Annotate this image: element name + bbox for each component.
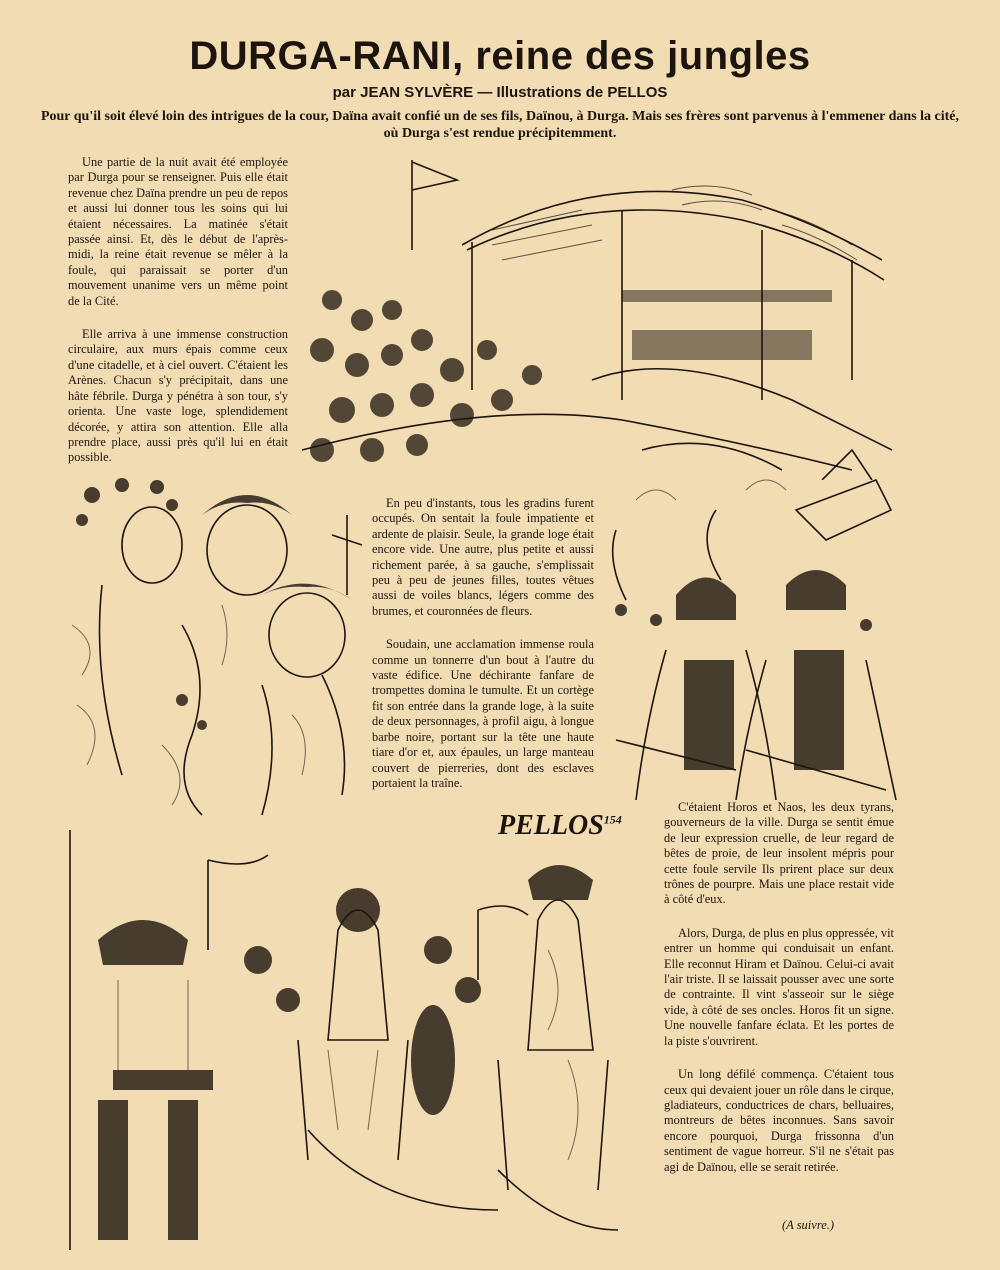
paragraph-1: Une partie de la nuit avait été employée par Durga pour se renseigner. Puis elle était revenue chez Daïna prendre un peu de repos et aussi lui donner tous les soins qui lui étaient nécessaires. La matinée s'était passée ainsi. Et, dès le début de l'après-midi, la reine était revenue se mêler à la foule, qui paraissait se porter d'un mouvement unanime vers un même point de la Cité. <box>68 155 288 308</box>
paragraph-5: C'étaient Horos et Naos, les deux tyrans, gouverneurs de la ville. Durga se sentit émue de leur expression cruelle, de leur regard de bêtes de proie, de leur insolent mépris pour cette foule servile Ils prirent place sur deux trônes de pourpre. Mais une place restait vide à côté d'eux. <box>664 800 894 907</box>
arena-illustration <box>292 150 900 480</box>
paragraph-7: Un long défilé commença. C'étaient tous ceux qui devaient jouer un rôle dans le cirque, gladiateurs, conductrices de chars, belluaires, montreurs de bêtes inconnues. Sans savoir encore pourquoi, Durga frissonna d'un sentiment de vague horreur. S'il ne s'était pas agi de Daïnou, elle se serait retirée. <box>664 1067 894 1174</box>
signature-name: PELLOS <box>498 810 604 841</box>
page-title: DURGA-RANI, reine des jungles <box>189 34 811 78</box>
tyrants-illustration <box>596 470 898 800</box>
byline: par JEAN SYLVÈRE — Illustrations de PELLOS <box>332 84 668 101</box>
maidens-illustration <box>62 475 374 825</box>
paragraph-4: Soudain, une acclamation immense roula comme un tonnerre d'un bout à l'autre du vaste édifice. Une déchirante fanfare de trompettes domina le tumulte. Et un cortège fit son entrée dans la grande loge, à la suite de deux personnages, à profil aigu, à longue barbe noire, portant sur la tête une haute tiare d'or et, aux épaules, un large manteau couvert de pierreries, dont des esclaves portaient la traîne. <box>372 637 594 790</box>
to-be-continued: (A suivre.) <box>782 1218 835 1232</box>
paragraph-6: Alors, Durga, de plus en plus oppressée, vit entrer un homme qui conduisait un enfant. Elle reconnut Hiram et Daïnou. Celui-ci avait l'air triste. Il se laissait pousser avec une sorte de contrainte. Il vint s'asseoir sur le siège vide, à côté de ses oncles. Horos fit un signe. Une nouvelle fanfare éclata. Et les portes de la piste s'ouvrirent. <box>664 925 894 1048</box>
paragraph-2: Elle arriva à une immense construction circulaire, aux murs épais comme ceux d'une citadelle, et à ciel ouvert. C'étaient les Arènes. Chacun s'y précipitait, dans une hâte fébrile. Durga y pénétra à son tour, s'y orienta. Une vaste loge, splendidement décorée, y attira son attention. Elle alla prendre place, aussi près qu'il lui en était possible. <box>68 327 288 465</box>
procession-illustration <box>58 830 658 1250</box>
article-column-middle <box>372 496 594 809</box>
intro-summary: Pour qu'il soit élevé loin des intrigues de la cour, Daïna avait confié un de ses fils, Daïnou, à Durga. Mais ses frères sont parvenus à l'emmener dans la cité, où Durga s'est rendue précipitemment. <box>40 109 960 141</box>
article-column-left <box>68 155 288 484</box>
paragraph-3: En peu d'instants, tous les gradins furent occupés. On sentait la foule impatiente et ardente de plaisir. Seule, la grande loge était encore vide. Une autre, plus petite et aussi richement parée, à sa gauche, s'emplissait peu à peu de jeunes filles, toutes vêtues aussi de voiles blancs, légers comme des brumes, et couronnées de fleurs. <box>372 496 594 618</box>
signature-number: 154 <box>603 812 622 827</box>
article-column-right <box>664 800 894 1193</box>
artist-signature <box>498 810 622 842</box>
